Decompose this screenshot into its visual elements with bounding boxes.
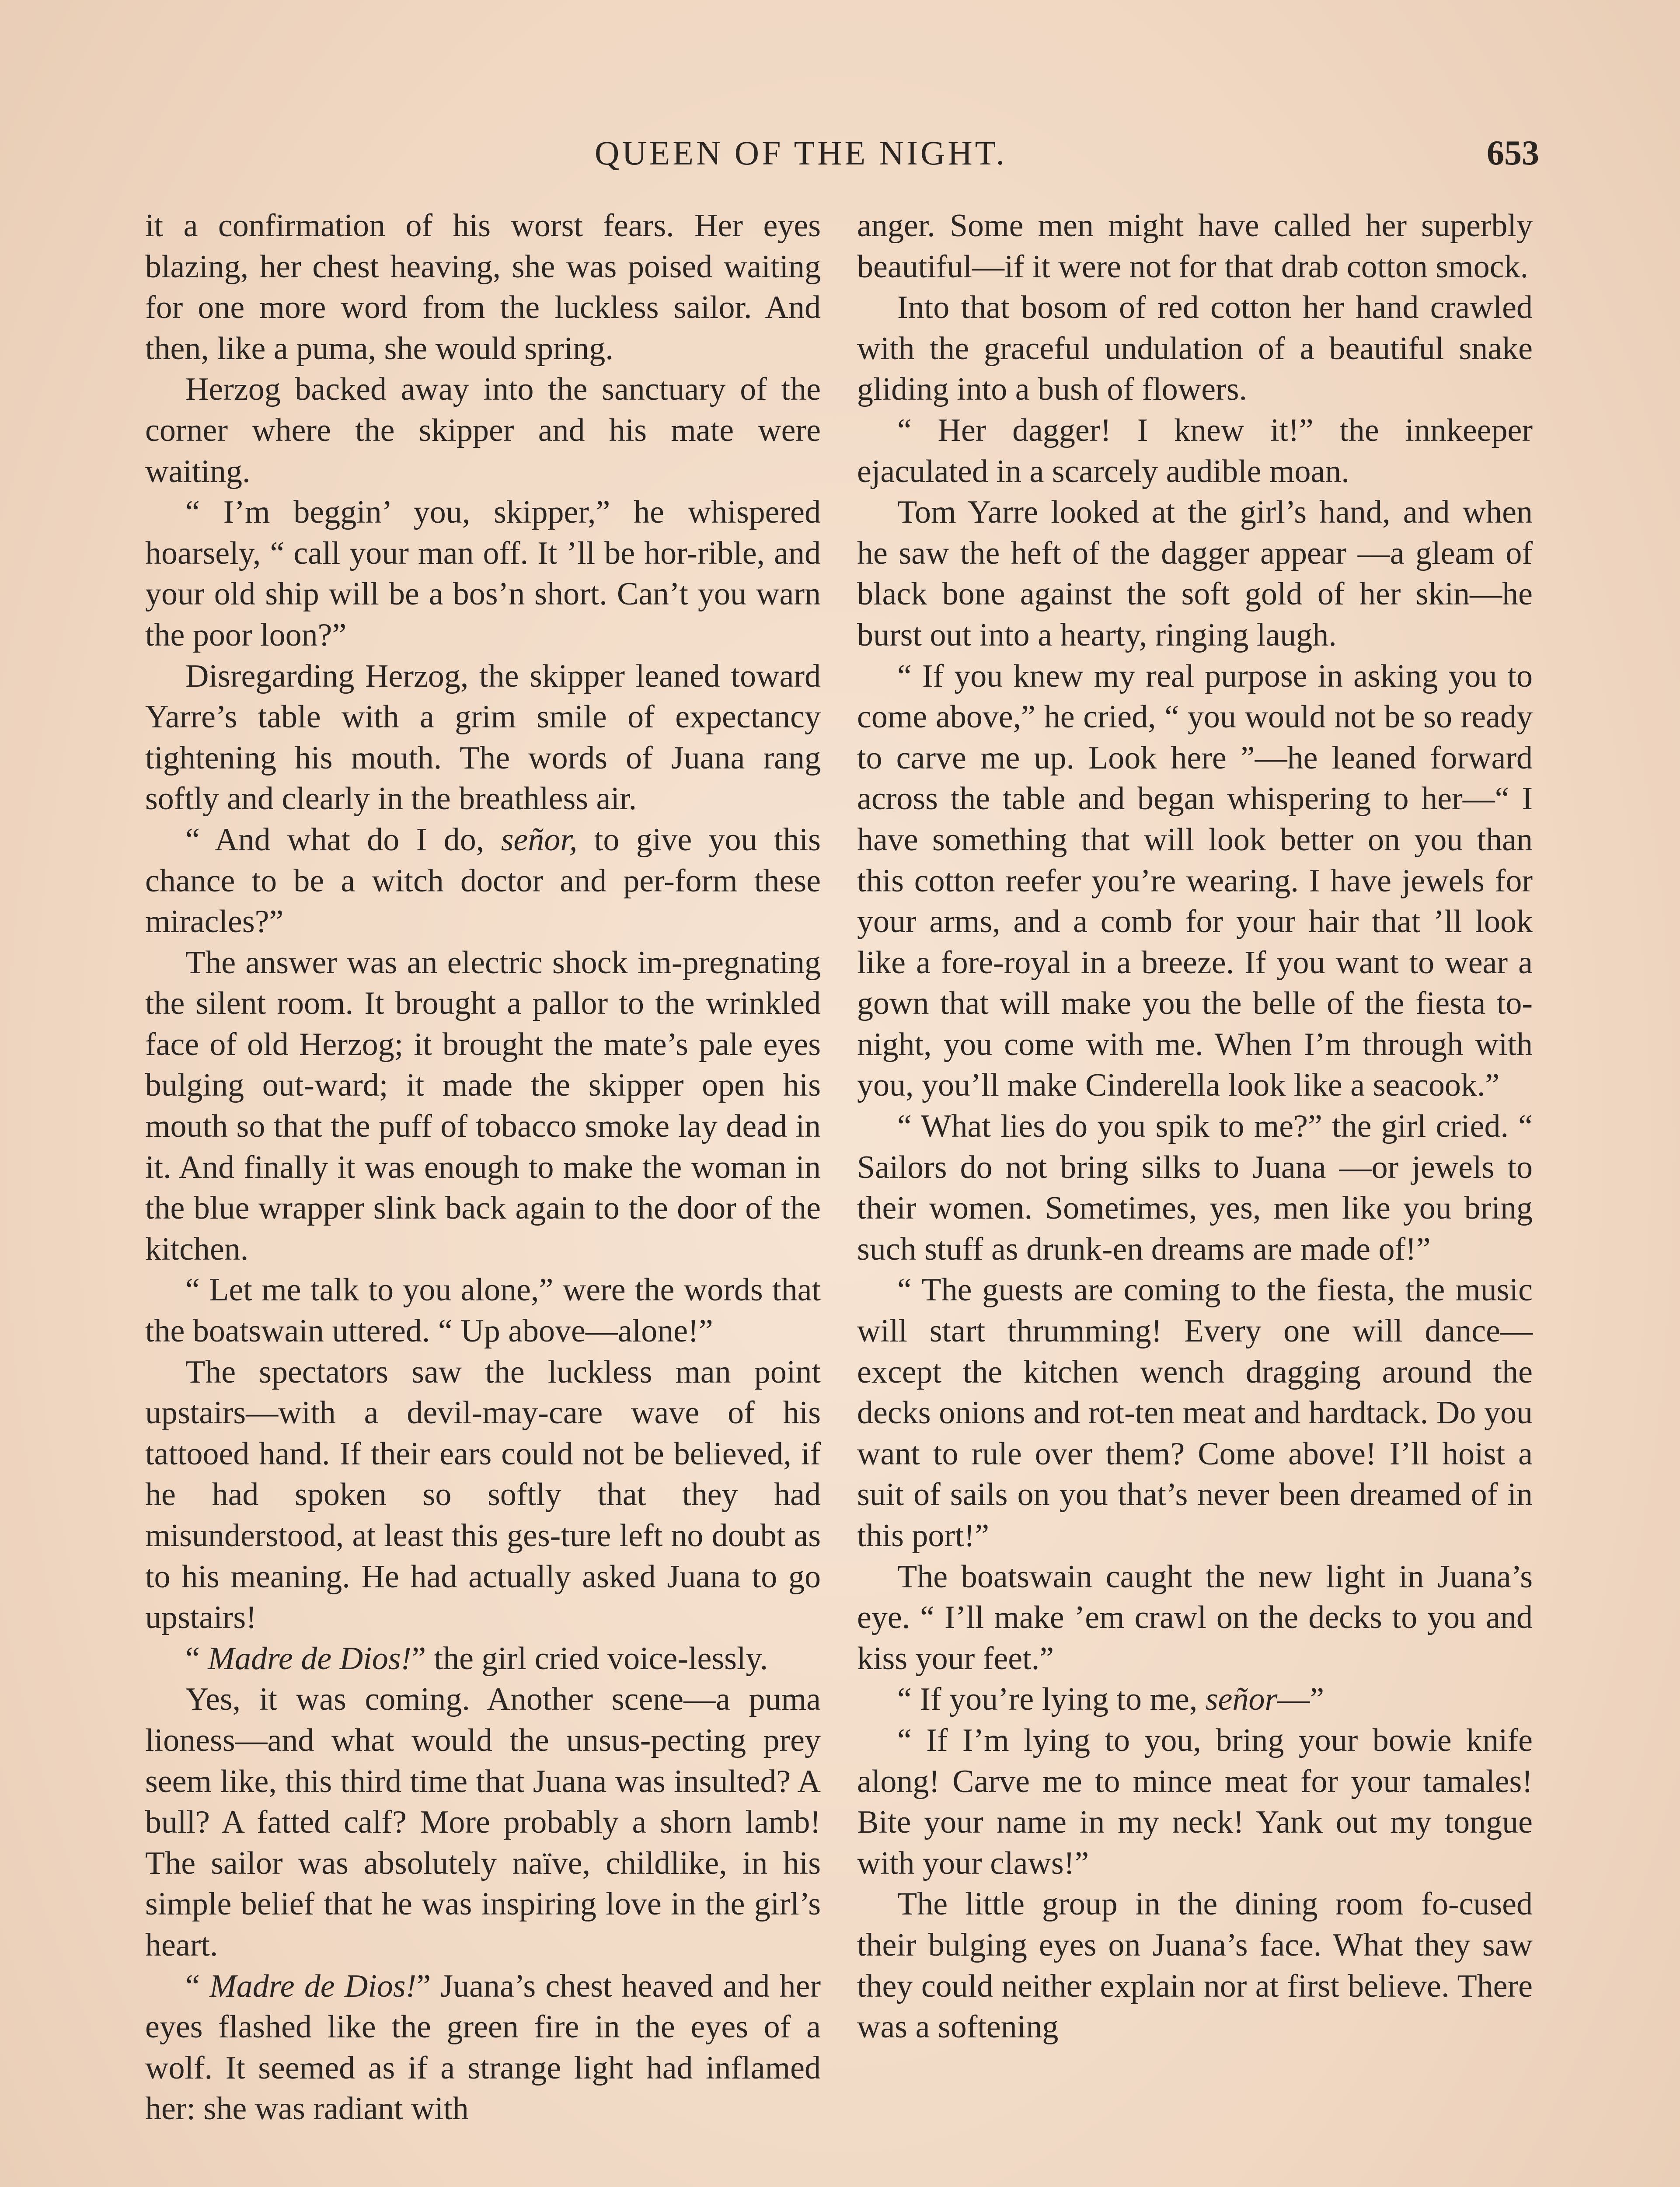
italic-text: Madre de Dios! — [209, 1968, 417, 2004]
text-run: Yes, it was coming. Another scene—a puma lioness—and what would the unsus-pecting prey seem like, this third time that Juana was insulted? A bull? A fatted calf? More probably a shorn lamb! The sailor was absolutely naïve, childlike, in his simple belief that he was inspiring love in the girl’s heart. — [145, 1681, 821, 1963]
text-run: Into that bosom of red cotton her hand crawled with the graceful undulation of a beautiful snake gliding into a bush of flowers. — [857, 290, 1533, 408]
text-run: The spectators saw the luckless man point upstairs—with a devil-may-care wave of his tattooed hand. If their ears could not be believed, if he had spoken so softly that they had misunderstood, at least this ges-ture left no doubt as to his meaning. He had actually asked Juana to go upstairs! — [145, 1354, 821, 1636]
paragraph — [857, 1270, 1533, 1556]
text-run: it a confirmation of his worst fears. Her eyes blazing, her chest heaving, she was poised waiting for one more word from the luckless sailor. And then, like a puma, she would spring. — [145, 208, 821, 367]
text-run: The little group in the dining room fo-cused their bulging eyes on Juana’s face. What they saw they could neither explain nor at first believe. There was a softening — [857, 1886, 1533, 2045]
text-run: Herzog backed away into the sanctuary of the corner where the skipper and his mate were waiting. — [145, 371, 821, 489]
text-run: “ Let me talk to you alone,” were the words that the boatswain uttered. “ Up above—alone!” — [145, 1272, 821, 1349]
paragraph — [857, 1106, 1533, 1270]
text-run: “ If you’re lying to me, — [897, 1681, 1206, 1718]
paragraph — [145, 492, 821, 656]
running-title: QUEEN OF THE NIGHT. — [595, 134, 1007, 172]
text-run: “ And what do I do, — [185, 821, 501, 858]
text-run: —” — [1277, 1681, 1324, 1718]
text-run: “ Her dagger! I knew it!” the innkeeper ejaculated in a scarcely audible moan. — [857, 412, 1533, 489]
paragraph — [857, 492, 1533, 656]
paragraph — [145, 369, 821, 492]
text-run: “ The guests are coming to the fiesta, the music will start thrumming! Every one will dance—except the kitchen wench dragging around the decks onions and rot-ten meat and hardtack. Do you want to rule over them? Come above! I’ll hoist a suit of sails on you that’s never been dreamed of in this port!” — [857, 1272, 1533, 1554]
paragraph — [145, 1270, 821, 1352]
text-run: Tom Yarre looked at the girl’s hand, and when he saw the heft of the dagger appear —a gleam of black bone against the soft gold of her skin—he burst out into a hearty, ringing laugh. — [857, 494, 1533, 653]
italic-text: Madre de Dios! — [208, 1640, 412, 1677]
left-text-column — [145, 206, 821, 2187]
paragraph — [145, 206, 821, 369]
text-run: Disregarding Herzog, the skipper leaned toward Yarre’s table with a grim smile of expectancy tightening his mouth. The words of Juana rang softly and clearly in the breathless air. — [145, 658, 821, 817]
text-run: ” Juana’s chest heaved and her eyes flashed like the green fire in the eyes of a wolf. It seemed as if a strange light had inflamed her: she was radiant with — [145, 1968, 821, 2127]
paragraph — [145, 1966, 821, 2130]
page-number: 653 — [1487, 134, 1539, 172]
paragraph — [145, 1679, 821, 1966]
text-run: anger. Some men might have called her superbly beautiful—if it were not for that drab cotton smock. — [857, 208, 1533, 285]
text-run: to give you this chance to be a witch doctor and per-form these miracles?” — [145, 821, 821, 940]
italic-text: señor — [1205, 1681, 1278, 1718]
paragraph — [145, 943, 821, 1270]
text-run: The answer was an electric shock im-pregnating the silent room. It brought a pallor to the wrinkled face of old Herzog; it brought the mate’s pale eyes bulging out-ward; it made the skipper open his mouth so that the puff of tobacco smoke lay dead in it. And finally it was enough to make the woman in the blue wrapper slink back again to the door of the kitchen. — [145, 944, 821, 1267]
paragraph — [857, 287, 1533, 410]
paragraph — [145, 820, 821, 943]
text-run: “ If I’m lying to you, bring your bowie knife along! Carve me to mince meat for your tamales! Bite your name in my neck! Yank out my tongue with your claws!” — [857, 1722, 1533, 1881]
paragraph — [857, 1679, 1533, 1720]
text-run: “ — [185, 1640, 208, 1677]
text-run: ” the girl cried voice-lessly. — [411, 1640, 768, 1677]
text-run: The boatswain caught the new light in Juana’s eye. “ I’ll make ’em crawl on the decks to you and kiss your feet.” — [857, 1558, 1533, 1677]
text-run: “ — [185, 1968, 210, 2004]
page-header — [144, 127, 1539, 179]
text-run: “ I’m beggin’ you, skipper,” he whispered hoarsely, “ call your man off. It ’ll be hor-rible, and your old ship will be a bos’n short. Can’t you warn the poor loon?” — [145, 494, 821, 653]
paragraph — [145, 656, 821, 820]
paragraph — [857, 1884, 1533, 2047]
paragraph — [857, 206, 1533, 287]
paragraph — [857, 656, 1533, 1107]
right-text-column — [857, 206, 1533, 2187]
text-run: “ What lies do you spik to me?” the girl cried. “ Sailors do not bring silks to Juana —or jewels to their women. Sometimes, yes, men like you bring such stuff as drunk-en dreams are made of!” — [857, 1108, 1533, 1267]
paragraph — [145, 1639, 821, 1680]
italic-text: señor, — [501, 821, 578, 858]
paragraph — [145, 1352, 821, 1639]
text-run: “ If you knew my real purpose in asking you to come above,” he cried, “ you would not be so ready to carve me up. Look here ”—he leaned forward across the table and began whispering to her—“ I have something that will look better on you than this cotton reefer you’re wearing. I have jewels for your arms, and a comb for your hair that ’ll look like a fore-royal in a breeze. If you want to wear a gown that will make you the belle of the fiesta to-night, you come with me. When I’m through with you, you’ll make Cinderella look like a seacook.” — [857, 658, 1533, 1104]
paragraph — [857, 410, 1533, 492]
paragraph — [857, 1557, 1533, 1680]
paragraph — [857, 1720, 1533, 1884]
